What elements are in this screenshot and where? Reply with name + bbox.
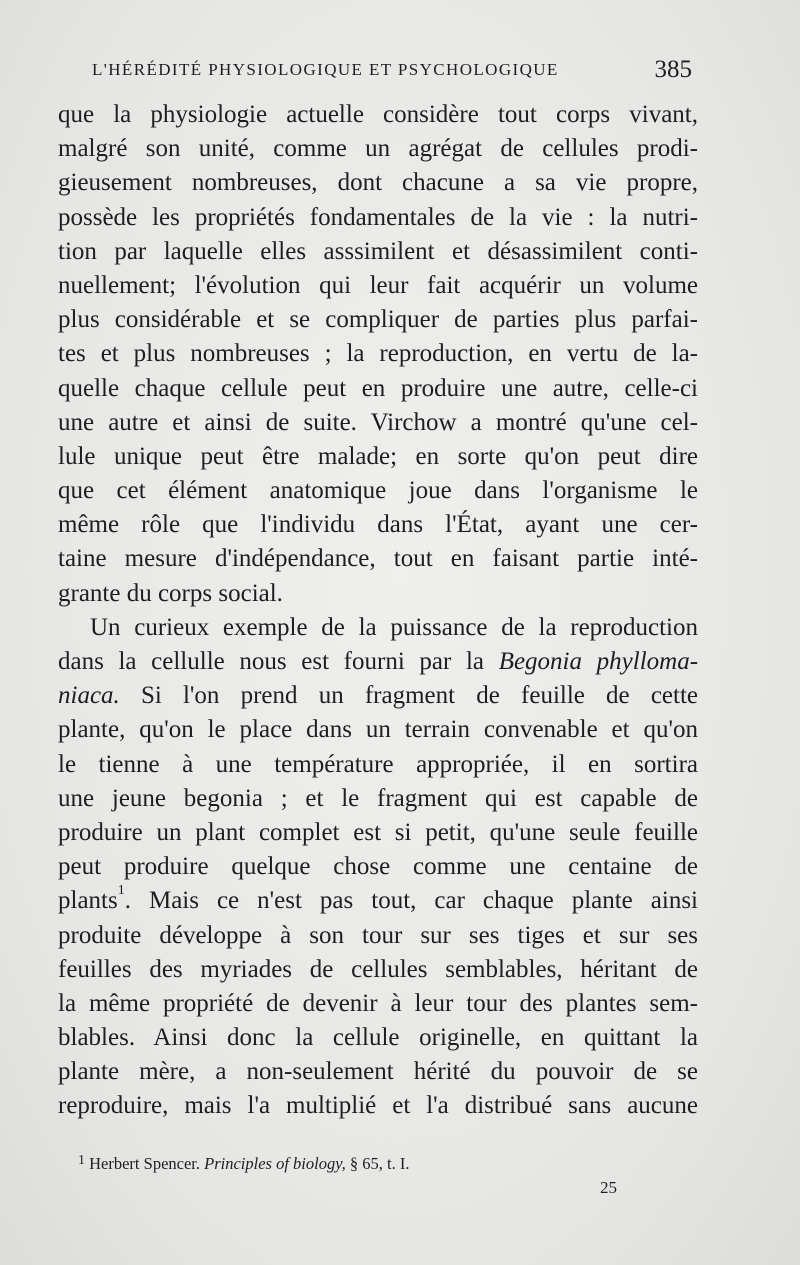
text-line: nuellement; l'évolution qui leur fait acquérir un volume <box>58 271 698 299</box>
page-header <box>92 56 692 90</box>
text-line: blables. Ainsi donc la cellule originelle, en quittant la <box>58 1024 698 1052</box>
text-span: . Mais ce n'est pas tout, car chaque plante ainsi <box>124 887 698 915</box>
text-span: Si l'on prend un fragment de feuille de cette <box>119 682 698 710</box>
text-span: dans la cellulle nous est fourni par la <box>58 648 485 675</box>
page-number: 385 <box>654 56 692 83</box>
text-line: plante mère, a non-seulement hérité du pouvoir de se <box>58 1058 698 1086</box>
text-line: produire un plant complet est si petit, qu'une seule feuille <box>58 818 698 846</box>
footnote <box>78 1154 638 1174</box>
text-line-with-note <box>58 884 698 918</box>
text-line: quelle chaque cellule peut en produire une autre, celle-ci <box>58 374 698 402</box>
text-line: peut produire quelque chose comme une centaine de <box>58 853 698 881</box>
text-line: la même propriété de devenir à leur tour des plantes sem- <box>58 989 698 1017</box>
text-line: gieusement nombreuses, dont chacune a sa vie propre, <box>58 169 698 197</box>
text-line: tes et plus nombreuses ; la reproduction, en vertu de la- <box>58 340 698 368</box>
footnote-number: 1 <box>78 1153 85 1168</box>
text-line: grante du corps social. <box>58 579 283 607</box>
text-line: plus considérable et se compliquer de parties plus parfai- <box>58 306 698 334</box>
text-line: malgré son unité, comme un agrégat de cellules prodi- <box>58 135 698 163</box>
text-line: une jeune begonia ; et le fragment qui est capable de <box>58 784 698 812</box>
text-line: possède les propriétés fondamentales de la vie : la nutri- <box>58 203 698 231</box>
footnote-ref: § 65, t. I. <box>349 1154 410 1173</box>
italic-span: Begonia phylloma- <box>498 648 698 675</box>
body-text <box>58 98 698 1124</box>
text-line-with-italic <box>58 645 698 679</box>
running-title: L'HÉRÉDITÉ PHYSIOLOGIQUE ET PSYCHOLOGIQUE <box>92 60 559 79</box>
text-line: le tienne à une température appropriée, il en sortira <box>58 750 698 778</box>
italic-span: niaca. <box>58 682 120 710</box>
text-line: produite développe à son tour sur ses tiges et sur ses <box>58 921 698 949</box>
text-line: lule unique peut être malade; en sorte qu'on peut dire <box>58 442 698 470</box>
footnote-marker: 1 <box>117 884 125 899</box>
text-line: feuilles des myriades de cellules semblables, héritant de <box>58 955 698 983</box>
footnote-author: Herbert Spencer. <box>89 1154 200 1173</box>
text-line: plante, qu'on le place dans un terrain convenable et qu'on <box>58 716 698 744</box>
text-line: tion par laquelle elles asssimilent et désassimilent conti- <box>58 237 698 265</box>
text-line: Un curieux exemple de la puissance de la reproduction <box>90 613 698 641</box>
text-line: taine mesure d'indépendance, tout en faisant partie inté- <box>58 545 698 573</box>
text-line-with-italic <box>58 679 698 713</box>
text-line: que la physiologie actuelle considère tout corps vivant, <box>58 101 698 128</box>
text-line: que cet élément anatomique joue dans l'organisme le <box>58 477 698 505</box>
text-span: plants <box>58 887 118 915</box>
footnote-title: Principles of biology, <box>204 1154 346 1173</box>
signature-mark: 25 <box>600 1178 617 1197</box>
text-line: une autre et ainsi de suite. Virchow a montré qu'une cel- <box>58 408 698 436</box>
text-line: même rôle que l'individu dans l'État, ayant une cer- <box>58 511 698 539</box>
text-line: reproduire, mais l'a multiplié et l'a distribué sans aucune <box>58 1092 698 1120</box>
